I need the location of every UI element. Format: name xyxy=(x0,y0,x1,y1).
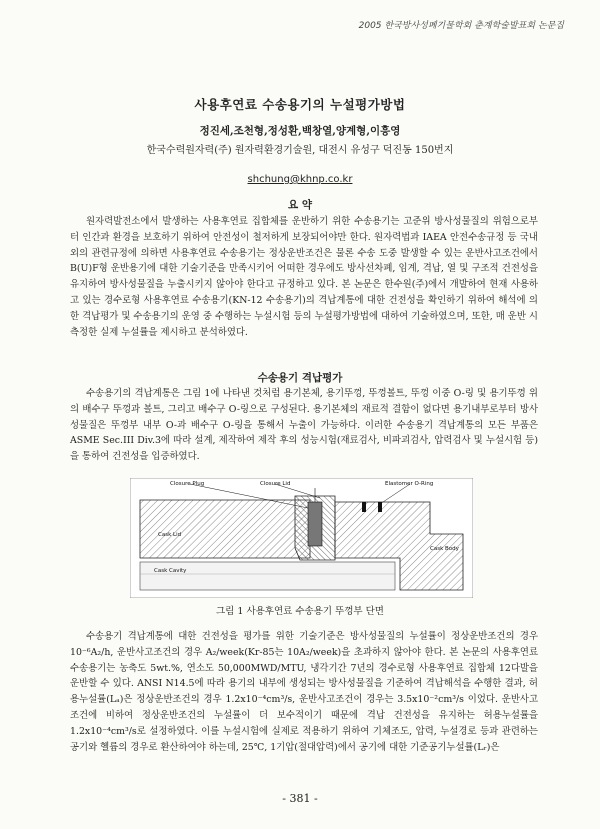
lid-cross-section-figure xyxy=(130,478,473,598)
cask-lid-shape xyxy=(140,500,310,558)
running-header: 2005 한국방사성폐기물학회 춘계학술발표회 논문집 xyxy=(358,21,564,31)
label-cask-lid: Cask Lid xyxy=(158,532,182,538)
section-body-2: 수송용기 격납계통에 대한 건전성을 평가를 위한 기술기준은 방사성물질의 누설률이 정상운반조건의 경우 10⁻⁶A₂/h, 운반사고조건의 경우 A₂/week(Kr-85는 10A₂/week)을 초과하지 않아야 한다. 본 논문의 사용후연료 수송용기는 농축도 5wt.%, 연소도 50,000MWD/MTU, 냉각기간 7년의 경수로형 사용후연료 집합체 12다발을 운반할 수 있다. ANSI N14.5에 따라 용기의 내부에 생성되는 방사성물질을 기준하여 격납해석을 수행한 결과, 허용누설률(Lₐ)은 정상운반조건의 경우 1.2x10⁻⁴cm³/s, 운반사고조건이 경우는 3.5x10⁻²cm³/s 이었다. 운반사고조건에 비하여 정상운반조건의 누설률이 더 보수적이기 때문에 격납 건전성을 유지하는 허용누설률을 1.2x10⁻⁴cm³/s로 설정하였다. 이를 누설시험에 실제로 적용하기 위하여 기체조도, 압력, 누설경로 등과 관련하는 공기와 헬륨의 경우로 환산하여야 하는데, 25℃, 1기압(절대압력)에서 공기에 대한 기준공기누설률(Lᵣ)은 xyxy=(70,631,538,753)
abstract-heading: 요 약 xyxy=(288,199,312,211)
section-heading: 수송용기 격납평가 xyxy=(257,372,343,384)
section-body: 수송용기의 격납계통은 그림 1에 나타낸 것처럼 용기본체, 용기뚜껑, 뚜껑볼트, 뚜껑 이중 O-링 및 용기뚜껑 위의 배수구 뚜껑과 볼트, 그리고 배수구 O-링으로 구성된다. 용기본체의 재료적 결함이 없다면 용기내부로부터 방사성물질은 뚜껑부 내부 O-과 배수구 O-링을 통해서 누출이 가능하다. 이러한 수송용기 격납계통의 모든 부품은 ASME Sec.III Div.3에 따라 설계, 제작하여 제작 후의 성능시험(재료검사, 비파괴검사, 압력검사 및 누설시험 등)을 통하여 건전성을 입증하였다. xyxy=(70,388,538,463)
label-closure-plug: Closure Plug xyxy=(170,481,205,487)
abstract-body: 원자력발전소에서 발생하는 사용후연료 집합체를 운반하기 위한 수송용기는 고준위 방사성물질의 위험으로부터 인간과 환경을 보호하기 위하여 안전성이 철저하게 보장되어야만 한다. 원자력법과 IAEA 안전수송규정 등 국내외의 관련규정에 의하면 사용후연료 수송용기는 정상운반조건은 물론 수송 도중 발생할 수 있는 운반사고조건에서 B(U)F형 운반용기에 대한 기술기준을 만족시키어 어떠한 경우에도 방사선차폐, 임계, 격납, 열 및 구조적 건전성을 유지하여 방사성물질을 누출시키지 않아야 한다고 규정하고 있다. 본 논문은 한수원(주)에서 개발하여 현재 사용하고 있는 경수로형 사용후연료 수송용기(KN-12 수송용기)의 격납계통에 대한 건전성을 확인하기 위하여 해석에 의한 격납평가 및 수송용기의 운영 중 수행하는 누설시험 등의 누설평가방법에 대하여 기술하였으며, 또한, 매 운반 시 측정한 실제 누설률을 제시하고 분석하였다. xyxy=(70,216,538,338)
label-cask-cavity: Cask Cavity xyxy=(154,568,187,574)
cask-cavity-shape xyxy=(140,562,395,590)
oring-2 xyxy=(378,502,382,512)
author-list: 정진세,조천형,정성환,백창열,양계형,이흥영 xyxy=(199,125,401,137)
closure-plug-shape xyxy=(308,502,322,546)
paper-title: 사용후연료 수송용기의 누설평가방법 xyxy=(194,97,406,112)
label-oring: Elastomer O-Ring xyxy=(385,481,434,487)
label-cask-body: Cask Body xyxy=(430,546,459,552)
page-number: - 381 - xyxy=(282,792,318,805)
figure-caption: 그림 1 사용후연료 수송용기 뚜껑부 단면 xyxy=(216,606,384,617)
email-link[interactable]: shchung@khnp.co.kr xyxy=(247,174,353,185)
label-closure-lid: Closure Lid xyxy=(260,481,291,487)
affiliation: 한국수력원자력(주) 원자력환경기술원, 대전시 유성구 덕진동 150번지 xyxy=(146,145,454,156)
oring-1 xyxy=(362,502,366,512)
